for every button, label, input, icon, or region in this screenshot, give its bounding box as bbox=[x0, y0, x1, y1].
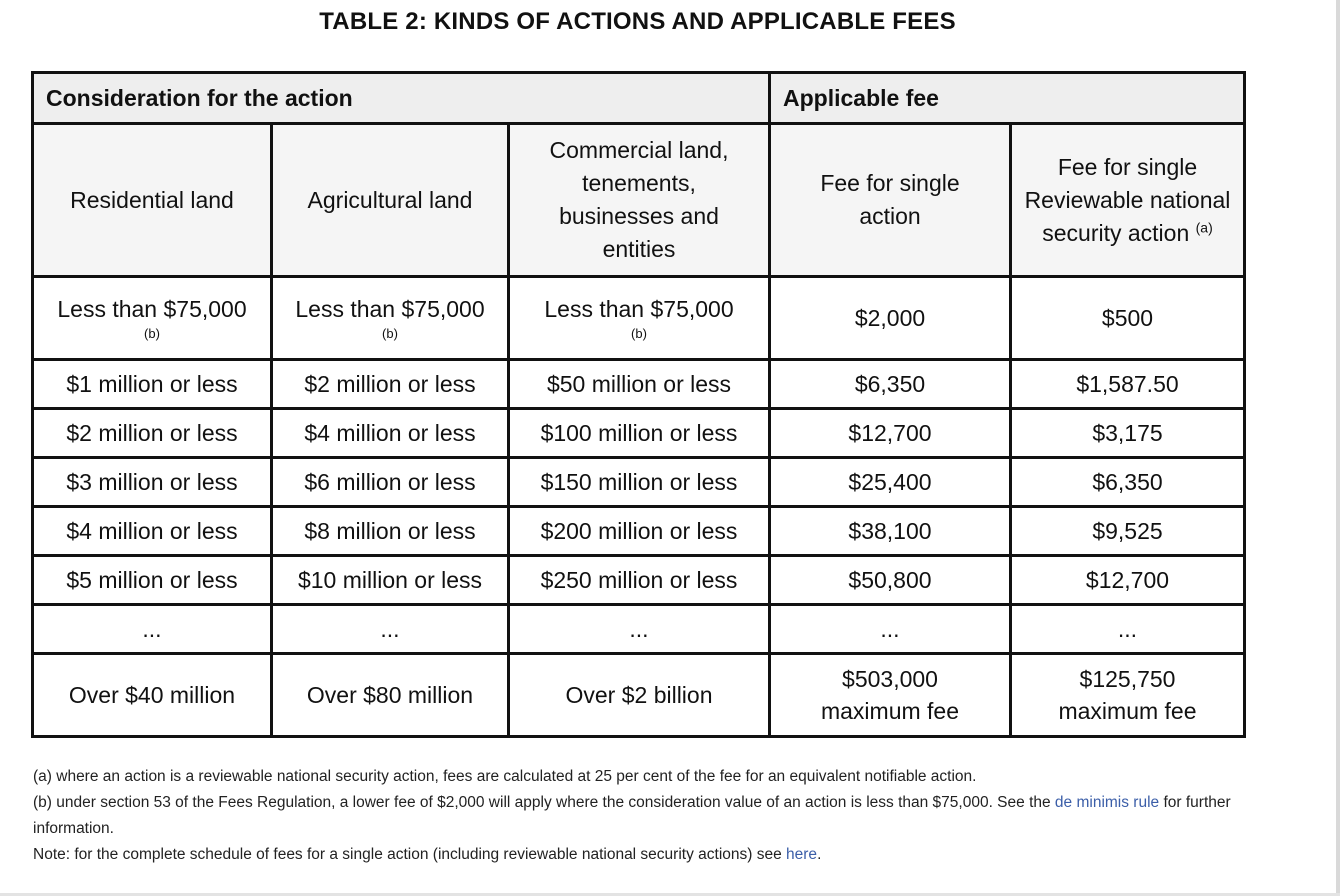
single-fee-cell bbox=[770, 654, 1011, 737]
residential-cell: $1 million or less bbox=[33, 360, 272, 409]
residential-column-header: Residential land bbox=[33, 124, 272, 277]
ellipsis-cell: ... bbox=[509, 605, 770, 654]
footnote-b-tail: for further information. bbox=[33, 794, 1231, 837]
footnote-b-text: (b) under section 53 of the Fees Regulation, a lower fee of $2,000 will apply where the consideration value of an action is less than $75,000. See the bbox=[33, 794, 1055, 811]
residential-value: Less than $75,000 bbox=[57, 296, 247, 322]
footnote-b-marker: (b) bbox=[631, 326, 647, 341]
single-fee-cell: $25,400 bbox=[770, 458, 1011, 507]
agricultural-cell: $8 million or less bbox=[272, 507, 509, 556]
ellipsis-cell: ... bbox=[770, 605, 1011, 654]
residential-cell bbox=[33, 277, 272, 360]
page-edge bbox=[1336, 0, 1340, 896]
footnote-b-marker: (b) bbox=[144, 326, 160, 341]
ellipsis-cell: ... bbox=[272, 605, 509, 654]
footnote-b-marker: (b) bbox=[382, 326, 398, 341]
commercial-cell: Over $2 billion bbox=[509, 654, 770, 737]
single-fee-max-amount: $503,000 bbox=[842, 666, 938, 692]
ellipsis-cell: ... bbox=[33, 605, 272, 654]
ellipsis-row bbox=[33, 605, 1245, 654]
rnsa-fee-column-label: Fee for single Reviewable national security action bbox=[1024, 153, 1231, 246]
commercial-column-header: Commercial land, tenements, businesses and entities bbox=[509, 124, 770, 277]
residential-cell: $3 million or less bbox=[33, 458, 272, 507]
table-title: TABLE 2: KINDS OF ACTIONS AND APPLICABLE FEES bbox=[319, 8, 956, 35]
table-row bbox=[33, 654, 1245, 737]
single-fee-cell: $38,100 bbox=[770, 507, 1011, 556]
fees-table bbox=[31, 71, 1246, 738]
single-fee-max-label: maximum fee bbox=[820, 698, 960, 724]
agricultural-value: Less than $75,000 bbox=[295, 296, 485, 322]
agricultural-cell bbox=[272, 277, 509, 360]
table-row bbox=[33, 458, 1245, 507]
commercial-cell: $250 million or less bbox=[509, 556, 770, 605]
fee-group-header: Applicable fee bbox=[770, 73, 1245, 124]
residential-cell: $5 million or less bbox=[33, 556, 272, 605]
group-header-row bbox=[33, 73, 1245, 124]
single-fee-cell: $12,700 bbox=[770, 409, 1011, 458]
commercial-cell: $200 million or less bbox=[509, 507, 770, 556]
commercial-value: Less than $75,000 bbox=[544, 296, 734, 322]
commercial-cell: $150 million or less bbox=[509, 458, 770, 507]
single-fee-column-header: Fee for single action bbox=[770, 124, 1011, 277]
note-text: Note: for the complete schedule of fees for a single action (including reviewable national security actions) see bbox=[33, 846, 787, 863]
agricultural-cell: $2 million or less bbox=[272, 360, 509, 409]
rnsa-fee-cell: $6,350 bbox=[1011, 458, 1245, 507]
commercial-cell: $100 million or less bbox=[509, 409, 770, 458]
commercial-cell: $50 million or less bbox=[509, 360, 770, 409]
residential-cell: Over $40 million bbox=[33, 654, 272, 737]
agricultural-cell: $6 million or less bbox=[272, 458, 509, 507]
agricultural-column-header: Agricultural land bbox=[272, 124, 509, 277]
note-tail: . bbox=[817, 846, 822, 863]
residential-cell: $4 million or less bbox=[33, 507, 272, 556]
rnsa-fee-cell: $500 bbox=[1011, 277, 1245, 360]
table-row bbox=[33, 507, 1245, 556]
agricultural-cell: $4 million or less bbox=[272, 409, 509, 458]
table-row bbox=[33, 360, 1245, 409]
agricultural-cell: $10 million or less bbox=[272, 556, 509, 605]
rnsa-fee-cell: $3,175 bbox=[1011, 409, 1245, 458]
table-row bbox=[33, 277, 1245, 360]
single-fee-cell: $50,800 bbox=[770, 556, 1011, 605]
table-row bbox=[33, 556, 1245, 605]
ellipsis-cell: ... bbox=[1011, 605, 1245, 654]
rnsa-fee-cell bbox=[1011, 654, 1245, 737]
rnsa-fee-column-header bbox=[1011, 124, 1245, 277]
rnsa-fee-cell: $1,587.50 bbox=[1011, 360, 1245, 409]
de-minimis-rule-link[interactable]: de minimis rule bbox=[1054, 794, 1160, 811]
table-row bbox=[33, 409, 1245, 458]
consideration-group-header: Consideration for the action bbox=[33, 73, 770, 124]
column-header-row bbox=[33, 124, 1245, 277]
single-fee-cell: $2,000 bbox=[770, 277, 1011, 360]
footnote-b bbox=[33, 790, 1263, 842]
footnote-a: (a) where an action is a reviewable national security action, fees are calculated at 25 per cent of the fee for an equivalent notifiable action. bbox=[33, 768, 977, 785]
rnsa-fee-max-amount: $125,750 bbox=[1079, 666, 1176, 692]
footnote-note bbox=[33, 842, 1263, 868]
rnsa-fee-cell: $12,700 bbox=[1011, 556, 1245, 605]
agricultural-cell: Over $80 million bbox=[272, 654, 509, 737]
rnsa-fee-cell: $9,525 bbox=[1011, 507, 1245, 556]
single-fee-cell: $6,350 bbox=[770, 360, 1011, 409]
here-link[interactable]: here bbox=[786, 846, 818, 863]
footnote-a-marker: (a) bbox=[1195, 218, 1213, 235]
rnsa-fee-max-label: maximum fee bbox=[1058, 698, 1197, 724]
footnotes bbox=[33, 764, 1263, 868]
residential-cell: $2 million or less bbox=[33, 409, 272, 458]
commercial-cell bbox=[509, 277, 770, 360]
